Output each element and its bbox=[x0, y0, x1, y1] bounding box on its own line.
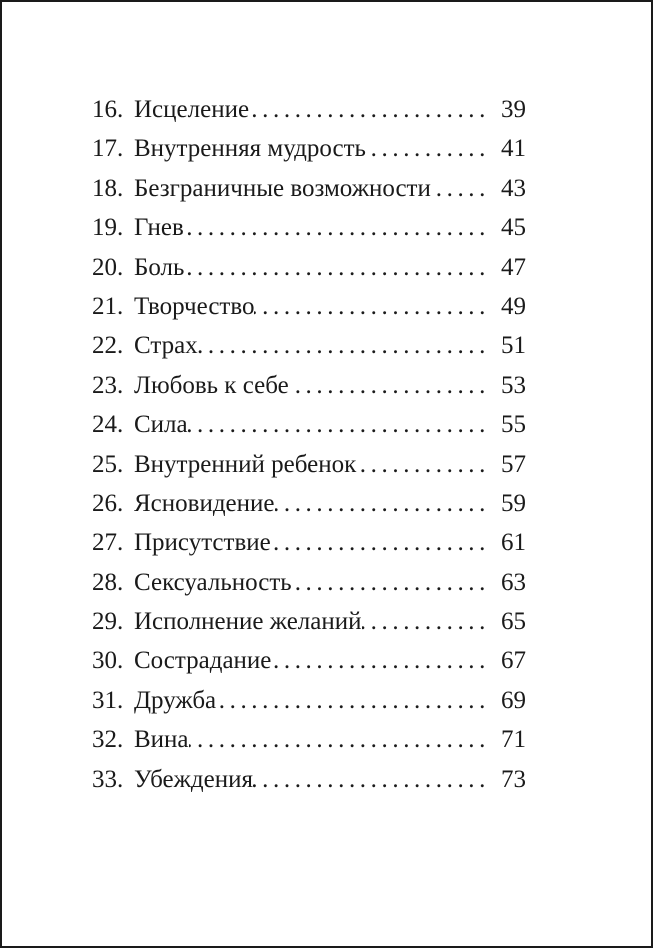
dot-leader bbox=[362, 602, 496, 641]
toc-entry-page: 41 bbox=[501, 135, 526, 163]
toc-entry-number: 16. bbox=[92, 96, 124, 123]
toc-entry-number: 31. bbox=[92, 686, 124, 714]
toc-entry-number: 32. bbox=[92, 726, 124, 754]
toc-entry-number: 18. bbox=[92, 174, 124, 202]
toc-entry bbox=[92, 326, 526, 365]
toc-entry-title: Творчество bbox=[134, 292, 255, 320]
toc-entry-title: Дружба bbox=[134, 686, 217, 714]
toc-entry-page: 43 bbox=[501, 174, 526, 202]
toc-entry-number: 21. bbox=[92, 292, 124, 320]
toc-entry bbox=[92, 602, 526, 641]
toc-entry-page: 59 bbox=[501, 489, 526, 517]
toc-entry-page: 67 bbox=[501, 647, 526, 675]
dot-leader bbox=[216, 681, 496, 720]
dot-leader bbox=[249, 90, 496, 129]
toc-entry-title: Сострадание bbox=[134, 647, 272, 675]
toc-entry bbox=[92, 248, 526, 287]
dot-leader bbox=[184, 248, 496, 287]
toc-entry bbox=[92, 90, 526, 129]
toc-entry-page: 51 bbox=[501, 332, 526, 360]
toc-entry bbox=[92, 405, 526, 444]
toc-entry-page: 47 bbox=[501, 253, 526, 281]
toc-entry-title: Любовь к себе bbox=[134, 371, 289, 399]
toc-entry-number: 22. bbox=[92, 332, 124, 360]
toc-entry-number: 25. bbox=[92, 450, 124, 478]
toc-entry bbox=[92, 287, 526, 326]
toc-entry-title: Гнев bbox=[134, 214, 184, 242]
dot-leader bbox=[431, 169, 496, 208]
toc-entry bbox=[92, 720, 526, 759]
toc-entry-page: 53 bbox=[501, 371, 526, 399]
toc-entry-title: Ясновидение bbox=[134, 489, 275, 517]
table-of-contents bbox=[92, 90, 526, 799]
toc-entry-title: Боль bbox=[134, 253, 185, 281]
toc-entry-number: 20. bbox=[92, 253, 124, 281]
toc-entry-page: 69 bbox=[501, 686, 526, 714]
toc-entry-number: 33. bbox=[92, 765, 124, 793]
toc-entry-number: 26. bbox=[92, 489, 124, 517]
toc-entry bbox=[92, 366, 526, 405]
dot-leader bbox=[289, 366, 496, 405]
toc-entry-page: 65 bbox=[501, 608, 526, 636]
toc-entry-page: 63 bbox=[501, 568, 526, 596]
toc-entry bbox=[92, 445, 526, 484]
dot-leader bbox=[292, 563, 496, 602]
dot-leader bbox=[271, 641, 496, 680]
dot-leader bbox=[254, 287, 496, 326]
toc-entry-title: Внутренний ребенок bbox=[134, 450, 357, 478]
toc-entry-number: 24. bbox=[92, 411, 124, 439]
toc-entry-number: 29. bbox=[92, 608, 124, 636]
toc-entry bbox=[92, 563, 526, 602]
toc-entry-number: 17. bbox=[92, 135, 124, 163]
toc-entry-number: 27. bbox=[92, 529, 124, 557]
toc-entry-page: 39 bbox=[501, 96, 526, 123]
toc-entry-title: Сила bbox=[134, 411, 188, 439]
toc-entry-page: 71 bbox=[501, 726, 526, 754]
toc-entry-title: Внутренняя мудрость bbox=[134, 135, 366, 163]
dot-leader bbox=[275, 484, 496, 523]
toc-entry-page: 45 bbox=[501, 214, 526, 242]
dot-leader bbox=[198, 326, 496, 365]
toc-entry bbox=[92, 523, 526, 562]
toc-entry-title: Сексуальность bbox=[134, 568, 292, 596]
toc-entry bbox=[92, 760, 526, 799]
dot-leader bbox=[356, 445, 496, 484]
toc-entry-page: 55 bbox=[501, 411, 526, 439]
toc-entry bbox=[92, 169, 526, 208]
toc-entry-number: 19. bbox=[92, 214, 124, 242]
toc-entry-title: Присутствие bbox=[134, 529, 271, 557]
toc-entry-title: Безграничные возможности bbox=[134, 174, 431, 202]
dot-leader bbox=[253, 760, 496, 799]
toc-entry bbox=[92, 484, 526, 523]
toc-entry bbox=[92, 681, 526, 720]
toc-entry-title: Исцеление bbox=[134, 96, 250, 123]
dot-leader bbox=[189, 720, 496, 759]
toc-entry bbox=[92, 129, 526, 168]
toc-entry-page: 73 bbox=[501, 765, 526, 793]
dot-leader bbox=[271, 523, 496, 562]
toc-entry-page: 61 bbox=[501, 529, 526, 557]
toc-entry-title: Исполнение желаний bbox=[134, 608, 362, 636]
toc-entry-number: 28. bbox=[92, 568, 124, 596]
toc-entry-title: Вина bbox=[134, 726, 189, 754]
toc-entry bbox=[92, 641, 526, 680]
dot-leader bbox=[184, 208, 496, 247]
dot-leader bbox=[188, 405, 496, 444]
toc-entry-page: 49 bbox=[501, 292, 526, 320]
toc-entry-title: Убеждения bbox=[134, 765, 253, 793]
toc-entry-number: 30. bbox=[92, 647, 124, 675]
toc-entry-page: 57 bbox=[501, 450, 526, 478]
toc-entry-number: 23. bbox=[92, 371, 124, 399]
toc-entry bbox=[92, 208, 526, 247]
dot-leader bbox=[366, 129, 496, 168]
toc-entry-title: Страх bbox=[134, 332, 198, 360]
